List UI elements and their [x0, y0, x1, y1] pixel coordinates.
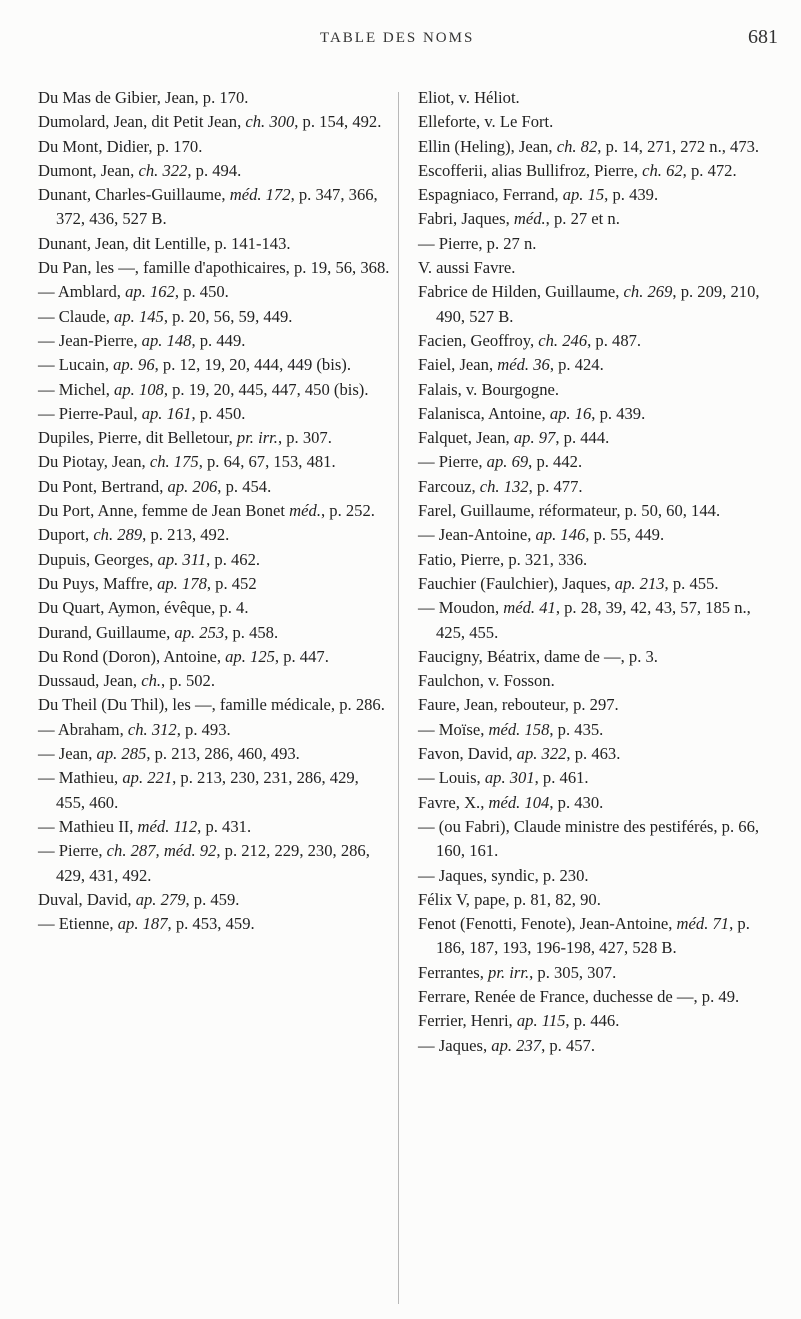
entry-text: Dunant, Jean, dit Lentille, p. 141-143.: [38, 233, 291, 253]
entry-text: Espagniaco, Ferrand,: [418, 185, 563, 205]
entry-text: , p. 459.: [185, 889, 240, 909]
index-entry: [38, 523, 390, 547]
entry-reference: ap. 69: [486, 452, 529, 472]
entry-text: , p. 186, 187, 193, 196-198, 427, 528 B.: [436, 914, 750, 958]
index-entry: [418, 718, 770, 742]
entry-text: , p. 347, 366, 372, 436, 527 B.: [56, 185, 378, 229]
index-entry: [418, 280, 770, 329]
index-entry: [38, 402, 390, 426]
entry-text: Falais, v. Bourgogne.: [418, 379, 560, 399]
index-entry: [38, 159, 390, 183]
index-entry: [38, 718, 390, 742]
index-entry: [38, 475, 390, 499]
index-entry: [38, 256, 390, 280]
entry-text: Dupuis, Georges,: [38, 549, 158, 569]
entry-text: , p. 55, 449.: [585, 525, 665, 545]
index-entry: [38, 378, 390, 402]
entry-reference: ch. 312: [127, 719, 177, 739]
entry-reference: ch. 175: [149, 452, 199, 472]
entry-text: Du Pan, les —, famille d'apothicaires, p. 19, 56, 368.: [38, 258, 390, 278]
entry-reference: ap. 145: [114, 306, 164, 326]
index-entry: [38, 280, 390, 304]
entry-text: — Moudon,: [418, 598, 504, 618]
entry-text: , p. 212, 229, 230, 286, 429, 431, 492.: [56, 841, 370, 885]
index-entry: [418, 499, 770, 523]
entry-reference: ch. 269: [623, 282, 673, 302]
entry-reference: méd. 112: [137, 816, 198, 836]
entry-text: , p. 213, 492.: [142, 525, 230, 545]
entry-reference: ap. 97: [513, 428, 556, 448]
entry-text: — Jaques, syndic, p. 230.: [418, 865, 589, 885]
entry-text: , p. 424.: [549, 355, 604, 375]
index-entry: [38, 572, 390, 596]
entry-reference: ch. 132: [479, 476, 529, 496]
index-entry: [418, 1009, 770, 1033]
index-entry: [38, 305, 390, 329]
entry-reference: ap. 161: [141, 403, 192, 423]
entry-text: Du Pont, Bertrand,: [38, 476, 168, 496]
entry-text: , p. 449.: [191, 330, 246, 350]
entry-reference: méd.: [513, 209, 546, 229]
index-entry: [418, 426, 770, 450]
entry-text: , p. 154, 492.: [294, 112, 382, 132]
entry-reference: ap. 301: [484, 768, 535, 788]
entry-reference: ch. 300: [245, 112, 295, 132]
entry-reference: ap. 15: [562, 185, 605, 205]
entry-reference: ap. 115: [516, 1011, 566, 1031]
index-column-left: [38, 86, 390, 936]
index-entry: [38, 135, 390, 159]
entry-reference: ch. 289: [93, 525, 143, 545]
index-entry: [418, 693, 770, 717]
index-entry: [38, 183, 390, 232]
entry-reference: ap. 187: [117, 914, 168, 934]
entry-reference: ap. 213: [614, 573, 665, 593]
entry-text: Félix V, pape, p. 81, 82, 90.: [418, 889, 601, 909]
entry-reference: ap. 285: [96, 744, 147, 764]
entry-text: Farel, Guillaume, réformateur, p. 50, 60, 144.: [418, 501, 721, 521]
entry-text: — Jean-Pierre,: [38, 330, 142, 350]
index-entry: [38, 888, 390, 912]
entry-reference: méd. 71: [676, 914, 730, 934]
index-entry: [418, 888, 770, 912]
index-entry: [418, 742, 770, 766]
entry-text: Faure, Jean, rebouteur, p. 297.: [418, 695, 619, 715]
entry-reference: ch. 287, méd. 92: [106, 841, 217, 861]
entry-text: , p. 435.: [549, 719, 604, 739]
page-header: [0, 24, 801, 64]
entry-text: , p. 487.: [587, 330, 642, 350]
entry-text: , p. 446.: [565, 1011, 620, 1031]
index-entry: [38, 86, 390, 110]
index-entry: [418, 864, 770, 888]
index-entry: [38, 815, 390, 839]
entry-text: — Michel,: [38, 379, 115, 399]
index-entry: [418, 961, 770, 985]
entry-text: , p. 430.: [549, 792, 604, 812]
entry-text: , p. 307.: [277, 428, 332, 448]
entry-text: Du Quart, Aymon, évêque, p. 4.: [38, 598, 249, 618]
entry-text: , p. 447.: [274, 646, 329, 666]
entry-text: Falanisca, Antoine,: [418, 403, 550, 423]
entry-text: — Mathieu II,: [38, 816, 138, 836]
entry-text: , p. 450.: [191, 403, 246, 423]
index-entry: [418, 669, 770, 693]
entry-reference: ap. 162: [125, 282, 175, 302]
entry-text: — Louis,: [418, 768, 485, 788]
entry-text: Dumolard, Jean, dit Petit Jean,: [38, 112, 246, 132]
index-entry: [418, 183, 770, 207]
entry-text: , p. 252.: [320, 501, 375, 521]
index-entry: [418, 110, 770, 134]
entry-reference: ap. 96: [113, 355, 155, 375]
entry-reference: ch. 246: [538, 330, 588, 350]
entry-text: Favon, David,: [418, 744, 517, 764]
entry-reference: ap. 206: [167, 476, 218, 496]
entry-text: , p. 494.: [187, 160, 242, 180]
entry-reference: ap. 311: [157, 549, 207, 569]
entry-text: , p. 27 et n.: [545, 209, 620, 229]
entry-text: Fenot (Fenotti, Fenote), Jean-Antoine,: [418, 914, 677, 934]
entry-text: Ferrare, Renée de France, duchesse de —, p. 49.: [418, 986, 740, 1006]
entry-text: Dussaud, Jean,: [38, 671, 142, 691]
index-entry: [418, 86, 770, 110]
index-entry: [418, 402, 770, 426]
entry-reference: ch.: [141, 671, 162, 691]
entry-text: Ferrantes,: [418, 962, 489, 982]
entry-reference: méd. 41: [503, 598, 556, 618]
entry-text: Falquet, Jean,: [418, 428, 514, 448]
entry-reference: méd. 172: [229, 185, 291, 205]
entry-reference: ch. 82: [556, 136, 598, 156]
entry-reference: ap. 253: [174, 622, 225, 642]
entry-text: , p. 12, 19, 20, 444, 449 (bis).: [154, 355, 351, 375]
index-entry: [418, 985, 770, 1009]
entry-text: — Jean,: [38, 744, 97, 764]
entry-text: , p. 439.: [591, 403, 646, 423]
entry-text: Favre, X.,: [418, 792, 489, 812]
entry-text: , p. 19, 20, 445, 447, 450 (bis).: [163, 379, 369, 399]
index-entry: [418, 645, 770, 669]
entry-text: Faucigny, Béatrix, dame de —, p. 3.: [418, 646, 658, 666]
index-entry: [418, 256, 770, 280]
entry-text: , p. 472.: [682, 160, 737, 180]
entry-text: , p. 457.: [541, 1035, 595, 1055]
entry-text: — Jean-Antoine,: [418, 525, 536, 545]
index-entry: [418, 378, 770, 402]
entry-text: Ellin (Heling), Jean,: [418, 136, 557, 156]
entry-text: , p. 14, 271, 272 n., 473.: [597, 136, 760, 156]
entry-reference: ap. 148: [141, 330, 192, 350]
entry-text: , p. 454.: [217, 476, 272, 496]
index-entry: [38, 426, 390, 450]
index-entry: [38, 669, 390, 693]
entry-text: , p. 452: [206, 573, 257, 593]
index-entry: [38, 766, 390, 815]
entry-text: Fabrice de Hilden, Guillaume,: [418, 282, 624, 302]
entry-text: Dumont, Jean,: [38, 160, 139, 180]
entry-text: Eliot, v. Héliot.: [418, 88, 520, 107]
entry-text: , p. 213, 286, 460, 493.: [146, 744, 300, 764]
index-entry: [418, 1034, 770, 1058]
index-entry: [418, 912, 770, 961]
entry-text: Fauchier (Faulchier), Jaques,: [418, 573, 615, 593]
entry-reference: ap. 16: [549, 403, 592, 423]
entry-text: , p. 305, 307.: [529, 962, 617, 982]
index-entry: [418, 450, 770, 474]
entry-text: , p. 209, 210, 490, 527 B.: [436, 282, 760, 326]
entry-text: Fatio, Pierre, p. 321, 336.: [418, 549, 588, 569]
index-entry: [418, 353, 770, 377]
index-entry: [38, 693, 390, 717]
entry-text: , p. 213, 230, 231, 286, 429, 455, 460.: [56, 768, 359, 812]
index-entry: [38, 329, 390, 353]
index-entry: [418, 766, 770, 790]
entry-reference: ap. 125: [225, 646, 275, 666]
index-entry: [418, 329, 770, 353]
entry-text: Du Port, Anne, femme de Jean Bonet: [38, 501, 290, 521]
entry-text: , p. 502.: [161, 671, 215, 691]
entry-text: — Etienne,: [38, 914, 118, 934]
entry-text: V. aussi Favre.: [418, 258, 516, 278]
entry-text: Du Theil (Du Thil), les —, famille médicale, p. 286.: [38, 695, 385, 715]
entry-reference: ap. 237: [491, 1035, 542, 1055]
entry-text: , p. 453, 459.: [167, 914, 255, 934]
entry-text: , p. 431.: [197, 816, 252, 836]
entry-text: — Pierre-Paul,: [38, 403, 142, 423]
entry-text: , p. 450.: [174, 282, 229, 302]
entry-text: Du Mont, Didier, p. 170.: [38, 136, 203, 156]
entry-text: , p. 477.: [528, 476, 583, 496]
index-entry: [38, 839, 390, 888]
entry-reference: méd. 158: [488, 719, 550, 739]
index-entry: [418, 159, 770, 183]
index-entry: [38, 742, 390, 766]
entry-text: , p. 20, 56, 59, 449.: [163, 306, 293, 326]
entry-text: , p. 444.: [555, 428, 610, 448]
entry-reference: méd. 104: [488, 792, 550, 812]
running-title: TABLE DES NOMS: [320, 30, 475, 46]
entry-text: Du Rond (Doron), Antoine,: [38, 646, 226, 666]
entry-text: Du Mas de Gibier, Jean, p. 170.: [38, 88, 249, 107]
entry-text: — (ou Fabri), Claude ministre des pestiférés, p. 66, 160, 161.: [418, 816, 760, 861]
entry-text: Duport,: [38, 525, 94, 545]
page-number: 681: [748, 26, 778, 48]
entry-text: Duval, David,: [38, 889, 136, 909]
entry-text: — Amblard,: [38, 282, 126, 302]
entry-reference: ap. 221: [122, 768, 173, 788]
entry-reference: méd. 36: [497, 355, 550, 375]
entry-text: Du Piotay, Jean,: [38, 452, 150, 472]
entry-text: — Pierre,: [418, 452, 487, 472]
entry-text: — Abraham,: [38, 719, 128, 739]
entry-text: — Claude,: [38, 306, 115, 326]
index-entry: [38, 645, 390, 669]
index-entry: [418, 572, 770, 596]
index-entry: [38, 596, 390, 620]
index-entry: [418, 523, 770, 547]
entry-text: Dunant, Charles-Guillaume,: [38, 185, 230, 205]
index-entry: [418, 596, 770, 645]
index-entry: [38, 232, 390, 256]
entry-reference: méd.: [289, 501, 321, 521]
entry-text: — Pierre,: [38, 841, 107, 861]
index-entry: [38, 621, 390, 645]
index-entry: [38, 450, 390, 474]
index-entry: [418, 791, 770, 815]
index-entry: [418, 815, 770, 864]
entry-text: , p. 64, 67, 153, 481.: [198, 452, 336, 472]
entry-reference: ap. 108: [114, 379, 164, 399]
entry-text: , p. 463.: [566, 744, 621, 764]
entry-reference: pr. irr.: [236, 428, 278, 448]
entry-text: — Pierre, p. 27 n.: [418, 233, 537, 253]
entry-text: — Moïse,: [418, 719, 489, 739]
index-column-right: [418, 86, 770, 1058]
entry-text: Dupiles, Pierre, dit Belletour,: [38, 428, 237, 448]
entry-text: , p. 458.: [224, 622, 279, 642]
entry-text: Fabri, Jaques,: [418, 209, 514, 229]
entry-text: Durand, Guillaume,: [38, 622, 175, 642]
entry-text: , p. 442.: [528, 452, 583, 472]
index-entry: [418, 475, 770, 499]
entry-reference: ap. 322: [516, 744, 567, 764]
entry-text: Ferrier, Henri,: [418, 1011, 517, 1031]
index-entry: [38, 912, 390, 936]
entry-text: , p. 493.: [176, 719, 231, 739]
entry-reference: ch. 62: [642, 160, 683, 180]
entry-text: Facien, Geoffroy,: [418, 330, 539, 350]
entry-reference: ap. 178: [157, 573, 207, 593]
entry-text: — Lucain,: [38, 355, 114, 375]
column-divider: [398, 92, 399, 1304]
entry-text: , p. 439.: [604, 185, 659, 205]
index-entry: [38, 499, 390, 523]
entry-text: , p. 28, 39, 42, 43, 57, 185 n., 425, 455.: [436, 598, 751, 642]
entry-text: Escofferii, alias Bullifroz, Pierre,: [418, 160, 643, 180]
entry-text: — Mathieu,: [38, 768, 123, 788]
index-entry: [418, 548, 770, 572]
entry-text: , p. 462.: [206, 549, 261, 569]
entry-text: Farcouz,: [418, 476, 480, 496]
index-entry: [38, 548, 390, 572]
index-entry: [418, 232, 770, 256]
entry-text: Faulchon, v. Fosson.: [418, 671, 555, 691]
index-entry: [38, 110, 390, 134]
entry-text: — Jaques,: [418, 1035, 492, 1055]
entry-reference: ap. 279: [135, 889, 186, 909]
entry-text: Elleforte, v. Le Fort.: [418, 112, 554, 132]
entry-reference: ap. 146: [535, 525, 586, 545]
entry-text: Faiel, Jean,: [418, 355, 498, 375]
entry-text: Du Puys, Maffre,: [38, 573, 158, 593]
entry-text: , p. 455.: [664, 573, 719, 593]
index-entry: [418, 207, 770, 231]
entry-text: , p. 461.: [534, 768, 589, 788]
entry-reference: pr. irr.: [488, 962, 530, 982]
index-entry: [418, 135, 770, 159]
entry-reference: ch. 322: [138, 160, 188, 180]
index-entry: [38, 353, 390, 377]
